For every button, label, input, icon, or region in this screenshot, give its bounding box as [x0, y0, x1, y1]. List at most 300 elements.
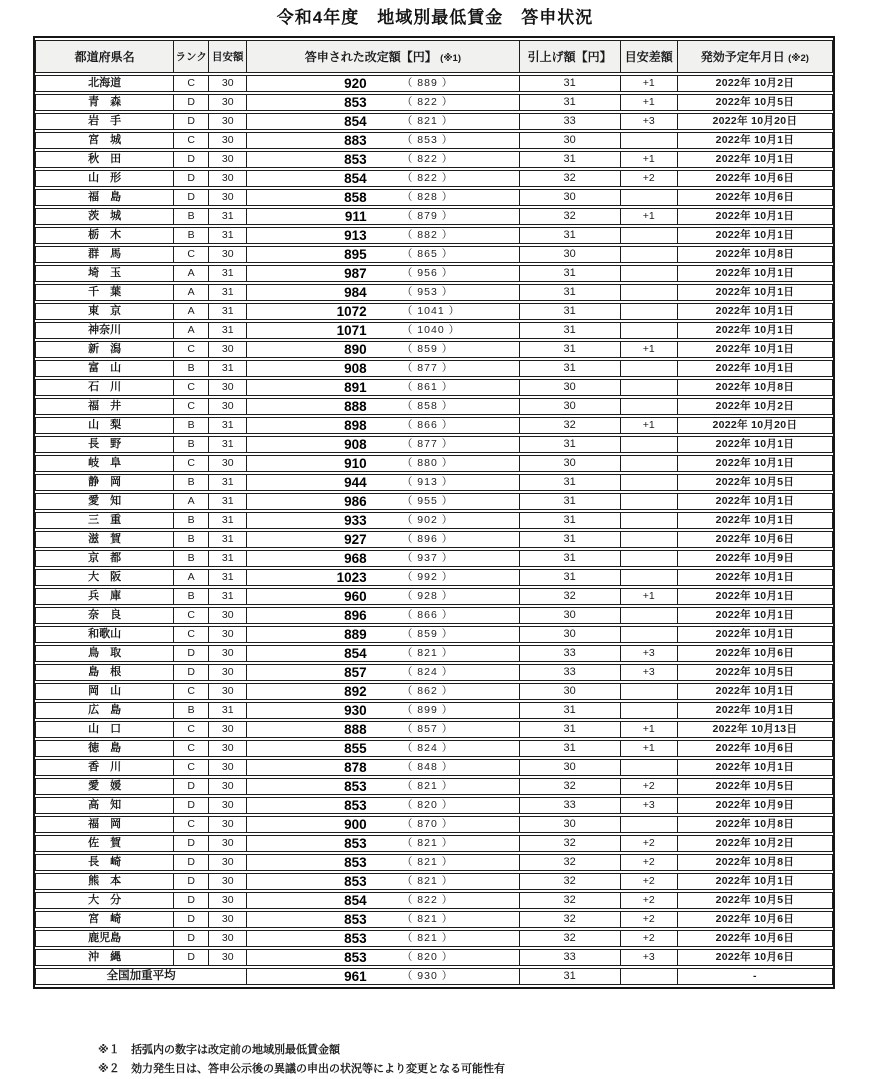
revised-amount-cell	[247, 854, 519, 871]
revised-amount-inner	[247, 418, 518, 433]
guide-diff: +3	[621, 949, 678, 966]
table-row	[35, 189, 833, 206]
revised-amount-value: 898	[344, 418, 367, 433]
previous-amount-value: （ 822 ）	[401, 153, 454, 165]
prefecture-name: 宮 崎	[35, 911, 174, 928]
revised-amount-cell	[247, 683, 519, 700]
guide-diff	[621, 265, 678, 282]
table-row	[35, 778, 833, 795]
revised-amount-value: 892	[344, 684, 367, 699]
revised-amount-value: 854	[344, 893, 367, 908]
effective-date: 2022年 10月1日	[678, 493, 833, 510]
revised-amount-inner	[247, 247, 518, 262]
raise-amount: 32	[520, 170, 621, 187]
header-row	[35, 40, 833, 73]
guide-diff: +2	[621, 170, 678, 187]
guide-diff	[621, 246, 678, 263]
previous-amount-value: （ 821 ）	[401, 913, 454, 925]
previous-amount-value: （ 821 ）	[401, 780, 454, 792]
raise-amount: 32	[520, 911, 621, 928]
table-row	[35, 493, 833, 510]
revised-amount-inner	[247, 456, 518, 471]
revised-amount-value: 1072	[336, 304, 367, 319]
revised-amount-value: 853	[344, 798, 367, 813]
revised-amount-inner	[247, 893, 518, 908]
previous-amount-value: （ 859 ）	[401, 628, 454, 640]
previous-amount-value: （ 821 ）	[401, 932, 454, 944]
rank-value: B	[174, 474, 209, 491]
rank-value: A	[174, 265, 209, 282]
rank-value: D	[174, 151, 209, 168]
table-body	[35, 75, 833, 985]
rank-value: C	[174, 759, 209, 776]
rank-value: D	[174, 664, 209, 681]
guide-amount: 30	[209, 455, 247, 472]
guide-diff: +2	[621, 778, 678, 795]
prefecture-name: 岐 阜	[35, 455, 174, 472]
revised-amount-cell	[247, 227, 519, 244]
table-row	[35, 531, 833, 548]
previous-amount-value: （ 955 ）	[401, 495, 454, 507]
raise-amount: 31	[520, 303, 621, 320]
effective-date: 2022年 10月8日	[678, 854, 833, 871]
header-revised-amount	[247, 40, 519, 73]
effective-date: 2022年 10月6日	[678, 531, 833, 548]
prefecture-name: 宮 城	[35, 132, 174, 149]
guide-diff	[621, 189, 678, 206]
page-title: 令和4年度 地域別最低賃金 答申状況	[276, 8, 594, 27]
raise-amount: 31	[520, 265, 621, 282]
previous-amount-value: （ 877 ）	[401, 438, 454, 450]
previous-amount-value: （ 1041 ）	[401, 305, 461, 317]
revised-amount-inner	[247, 133, 518, 148]
rank-value: D	[174, 911, 209, 928]
guide-amount: 31	[209, 227, 247, 244]
previous-amount-value: （ 880 ）	[401, 457, 454, 469]
guide-diff	[621, 227, 678, 244]
guide-amount: 30	[209, 626, 247, 643]
effective-date: 2022年 10月1日	[678, 873, 833, 890]
previous-amount-value: （ 861 ）	[401, 381, 454, 393]
revised-amount-inner	[247, 532, 518, 547]
revised-amount-inner	[247, 494, 518, 509]
prefecture-name: 大 分	[35, 892, 174, 909]
revised-amount-inner	[247, 627, 518, 642]
table-row	[35, 512, 833, 529]
table-row	[35, 75, 833, 92]
revised-amount-inner	[247, 209, 518, 224]
guide-amount: 30	[209, 94, 247, 111]
previous-amount-value: （ 853 ）	[401, 134, 454, 146]
raise-amount: 31	[520, 360, 621, 377]
effective-date: 2022年 10月8日	[678, 246, 833, 263]
table-row	[35, 664, 833, 681]
revised-amount-value: 911	[344, 209, 367, 224]
effective-date: 2022年 10月1日	[678, 265, 833, 282]
national-average-row	[35, 968, 833, 985]
effective-date: 2022年 10月1日	[678, 151, 833, 168]
prefecture-name: 栃 木	[35, 227, 174, 244]
table-row	[35, 683, 833, 700]
raise-amount: 30	[520, 398, 621, 415]
table-row	[35, 588, 833, 605]
revised-amount-value: 960	[344, 589, 367, 604]
revised-amount-value: 891	[344, 380, 367, 395]
revised-amount-value: 890	[344, 342, 367, 357]
guide-diff	[621, 284, 678, 301]
prefecture-name: 京 都	[35, 550, 174, 567]
previous-amount-value: （ 824 ）	[401, 742, 454, 754]
raise-amount: 31	[520, 284, 621, 301]
revised-amount-inner	[247, 304, 518, 319]
revised-amount-value: 1023	[336, 570, 367, 585]
raise-amount: 31	[520, 474, 621, 491]
revised-amount-value: 888	[344, 722, 367, 737]
header-effective-date-note: (※2)	[788, 53, 809, 64]
rank-value: C	[174, 455, 209, 472]
rank-value: A	[174, 493, 209, 510]
guide-diff	[621, 398, 678, 415]
rank-value: B	[174, 702, 209, 719]
previous-amount-value: （ 821 ）	[401, 115, 454, 127]
table-row	[35, 607, 833, 624]
prefecture-name: 三 重	[35, 512, 174, 529]
revised-amount-value: 968	[344, 551, 367, 566]
revised-amount-inner	[247, 95, 518, 110]
revised-amount-value: 900	[344, 817, 367, 832]
revised-amount-cell	[247, 588, 519, 605]
previous-amount-value: （ 882 ）	[401, 229, 454, 241]
rank-value: C	[174, 721, 209, 738]
minimum-wage-table-wrapper	[33, 36, 835, 989]
effective-date: 2022年 10月8日	[678, 816, 833, 833]
table-row	[35, 341, 833, 358]
revised-amount-cell	[247, 873, 519, 890]
effective-date: 2022年 10月5日	[678, 664, 833, 681]
revised-amount-inner	[247, 114, 518, 129]
rank-value: B	[174, 512, 209, 529]
revised-amount-inner	[247, 817, 518, 832]
prefecture-name: 兵 庫	[35, 588, 174, 605]
prefecture-name: 愛 媛	[35, 778, 174, 795]
table-row	[35, 417, 833, 434]
guide-diff: +3	[621, 113, 678, 130]
guide-amount: 31	[209, 512, 247, 529]
revised-amount-cell	[247, 455, 519, 472]
revised-amount-inner	[247, 190, 518, 205]
revised-amount-cell	[247, 474, 519, 491]
effective-date: 2022年 10月6日	[678, 949, 833, 966]
revised-amount-cell	[247, 664, 519, 681]
rank-value: D	[174, 873, 209, 890]
revised-amount-cell	[247, 341, 519, 358]
raise-amount: 31	[520, 151, 621, 168]
table-row	[35, 949, 833, 966]
revised-amount-value: 853	[344, 931, 367, 946]
guide-diff	[621, 968, 678, 985]
previous-amount-value: （ 820 ）	[401, 951, 454, 963]
revised-amount-cell	[247, 702, 519, 719]
table-row	[35, 816, 833, 833]
rank-value: D	[174, 854, 209, 871]
rank-value: C	[174, 246, 209, 263]
revised-amount-value: 854	[344, 114, 367, 129]
revised-amount-cell	[247, 132, 519, 149]
raise-amount: 31	[520, 341, 621, 358]
effective-date: 2022年 10月1日	[678, 284, 833, 301]
effective-date: 2022年 10月1日	[678, 303, 833, 320]
table-row	[35, 911, 833, 928]
effective-date: 2022年 10月1日	[678, 208, 833, 225]
rank-value: B	[174, 550, 209, 567]
guide-amount: 31	[209, 322, 247, 339]
previous-amount-value: （ 865 ）	[401, 248, 454, 260]
effective-date: 2022年 10月9日	[678, 550, 833, 567]
prefecture-name: 東 京	[35, 303, 174, 320]
prefecture-name: 香 川	[35, 759, 174, 776]
table-row	[35, 303, 833, 320]
footnote-1-text: 括弧内の数字は改定前の地域別最低賃金額	[131, 1044, 341, 1056]
raise-amount: 32	[520, 854, 621, 871]
rank-value: A	[174, 569, 209, 586]
guide-amount: 30	[209, 759, 247, 776]
effective-date: 2022年 10月1日	[678, 132, 833, 149]
revised-amount-cell	[247, 75, 519, 92]
raise-amount: 33	[520, 797, 621, 814]
revised-amount-cell	[247, 835, 519, 852]
revised-amount-cell	[247, 816, 519, 833]
revised-amount-cell	[247, 189, 519, 206]
guide-diff	[621, 493, 678, 510]
rank-value: A	[174, 303, 209, 320]
previous-amount-value: （ 862 ）	[401, 685, 454, 697]
raise-amount: 30	[520, 607, 621, 624]
revised-amount-inner	[247, 646, 518, 661]
revised-amount-inner	[247, 399, 518, 414]
guide-amount: 31	[209, 493, 247, 510]
guide-amount: 30	[209, 341, 247, 358]
revised-amount-cell	[247, 94, 519, 111]
header-rank: ランク	[174, 40, 209, 73]
revised-amount-inner	[247, 912, 518, 927]
rank-value: B	[174, 227, 209, 244]
table-row	[35, 455, 833, 472]
guide-diff: +1	[621, 721, 678, 738]
table-row	[35, 569, 833, 586]
raise-amount: 33	[520, 949, 621, 966]
rank-value: D	[174, 949, 209, 966]
prefecture-name: 岩 手	[35, 113, 174, 130]
revised-amount-value: 895	[344, 247, 367, 262]
revised-amount-inner	[247, 342, 518, 357]
previous-amount-value: （ 1040 ）	[401, 324, 461, 336]
effective-date: 2022年 10月1日	[678, 588, 833, 605]
previous-amount-value: （ 858 ）	[401, 400, 454, 412]
rank-value: B	[174, 360, 209, 377]
revised-amount-value: 853	[344, 950, 367, 965]
effective-date: 2022年 10月1日	[678, 569, 833, 586]
previous-amount-value: （ 866 ）	[401, 419, 454, 431]
revised-amount-cell	[247, 930, 519, 947]
revised-amount-inner	[247, 760, 518, 775]
prefecture-name: 鹿児島	[35, 930, 174, 947]
effective-date: 2022年 10月20日	[678, 417, 833, 434]
national-average-label: 全国加重平均	[35, 968, 247, 985]
revised-amount-inner	[247, 589, 518, 604]
revised-amount-inner	[247, 323, 518, 338]
previous-amount-value: （ 822 ）	[401, 172, 454, 184]
revised-amount-value: 854	[344, 171, 367, 186]
revised-amount-value: 1071	[336, 323, 367, 338]
rank-value: D	[174, 835, 209, 852]
previous-amount-value: （ 953 ）	[401, 286, 454, 298]
guide-amount: 30	[209, 740, 247, 757]
table-header	[35, 40, 833, 73]
raise-amount: 32	[520, 892, 621, 909]
raise-amount: 32	[520, 835, 621, 852]
rank-value: C	[174, 740, 209, 757]
revised-amount-inner	[247, 266, 518, 281]
effective-date: 2022年 10月20日	[678, 113, 833, 130]
prefecture-name: 奈 良	[35, 607, 174, 624]
rank-value: C	[174, 398, 209, 415]
guide-diff	[621, 683, 678, 700]
revised-amount-value: 858	[344, 190, 367, 205]
raise-amount: 30	[520, 816, 621, 833]
previous-amount-value: （ 859 ）	[401, 343, 454, 355]
rank-value: D	[174, 645, 209, 662]
guide-diff	[621, 550, 678, 567]
raise-amount: 31	[520, 550, 621, 567]
raise-amount: 31	[520, 721, 621, 738]
guide-diff: +2	[621, 911, 678, 928]
previous-amount-value: （ 889 ）	[401, 77, 454, 89]
revised-amount-inner	[247, 361, 518, 376]
revised-amount-cell	[247, 170, 519, 187]
prefecture-name: 福 島	[35, 189, 174, 206]
revised-amount-inner	[247, 684, 518, 699]
revised-amount-value: 853	[344, 836, 367, 851]
effective-date: 2022年 10月8日	[678, 379, 833, 396]
rank-value: C	[174, 132, 209, 149]
revised-amount-cell	[247, 778, 519, 795]
raise-amount: 31	[520, 531, 621, 548]
rank-value: B	[174, 417, 209, 434]
header-revised-amount-note: (※1)	[440, 53, 462, 64]
effective-date: 2022年 10月13日	[678, 721, 833, 738]
table-row	[35, 265, 833, 282]
table-row	[35, 702, 833, 719]
table-row	[35, 645, 833, 662]
revised-amount-cell	[247, 322, 519, 339]
table-row	[35, 227, 833, 244]
table-row	[35, 474, 833, 491]
guide-diff	[621, 531, 678, 548]
revised-amount-cell	[247, 417, 519, 434]
rank-value: C	[174, 683, 209, 700]
effective-date: 2022年 10月1日	[678, 455, 833, 472]
guide-amount: 30	[209, 835, 247, 852]
guide-diff	[621, 474, 678, 491]
prefecture-name: 北海道	[35, 75, 174, 92]
previous-amount-value: （ 848 ）	[401, 761, 454, 773]
revised-amount-cell	[247, 512, 519, 529]
revised-amount-value: 961	[344, 969, 367, 984]
previous-amount-value: （ 902 ）	[401, 514, 454, 526]
revised-amount-cell	[247, 436, 519, 453]
previous-amount-value: （ 822 ）	[401, 894, 454, 906]
rank-value: C	[174, 341, 209, 358]
rank-value: D	[174, 797, 209, 814]
effective-date: 2022年 10月1日	[678, 436, 833, 453]
revised-amount-cell	[247, 645, 519, 662]
guide-diff: +1	[621, 417, 678, 434]
revised-amount-cell	[247, 303, 519, 320]
effective-date: 2022年 10月9日	[678, 797, 833, 814]
prefecture-name: 熊 本	[35, 873, 174, 890]
raise-amount: 31	[520, 75, 621, 92]
guide-diff: +3	[621, 664, 678, 681]
guide-amount: 31	[209, 436, 247, 453]
guide-diff: +2	[621, 930, 678, 947]
revised-amount-cell	[247, 569, 519, 586]
revised-amount-value: 853	[344, 152, 367, 167]
guide-amount: 31	[209, 265, 247, 282]
guide-amount: 30	[209, 816, 247, 833]
revised-amount-cell	[247, 968, 519, 985]
revised-amount-cell	[247, 113, 519, 130]
prefecture-name: 群 馬	[35, 246, 174, 263]
previous-amount-value: （ 992 ）	[401, 571, 454, 583]
effective-date: 2022年 10月1日	[678, 512, 833, 529]
revised-amount-cell	[247, 911, 519, 928]
effective-date: 2022年 10月1日	[678, 683, 833, 700]
guide-amount: 30	[209, 379, 247, 396]
previous-amount-value: （ 821 ）	[401, 647, 454, 659]
raise-amount: 33	[520, 664, 621, 681]
header-guide-amount: 目安額	[209, 40, 247, 73]
revised-amount-cell	[247, 379, 519, 396]
raise-amount: 30	[520, 189, 621, 206]
rank-value: D	[174, 189, 209, 206]
revised-amount-inner	[247, 703, 518, 718]
rank-value: B	[174, 208, 209, 225]
table-row	[35, 170, 833, 187]
guide-amount: 30	[209, 911, 247, 928]
raise-amount: 33	[520, 113, 621, 130]
revised-amount-inner	[247, 874, 518, 889]
prefecture-name: 岡 山	[35, 683, 174, 700]
revised-amount-cell	[247, 265, 519, 282]
revised-amount-cell	[247, 360, 519, 377]
table-row	[35, 360, 833, 377]
raise-amount: 30	[520, 132, 621, 149]
guide-diff: +1	[621, 151, 678, 168]
revised-amount-value: 854	[344, 646, 367, 661]
table-row	[35, 322, 833, 339]
revised-amount-cell	[247, 398, 519, 415]
guide-amount: 31	[209, 284, 247, 301]
revised-amount-inner	[247, 836, 518, 851]
revised-amount-inner	[247, 285, 518, 300]
raise-amount: 31	[520, 436, 621, 453]
guide-amount: 30	[209, 132, 247, 149]
guide-amount: 30	[209, 664, 247, 681]
revised-amount-value: 987	[344, 266, 367, 281]
previous-amount-value: （ 896 ）	[401, 533, 454, 545]
guide-amount: 30	[209, 930, 247, 947]
revised-amount-inner	[247, 722, 518, 737]
